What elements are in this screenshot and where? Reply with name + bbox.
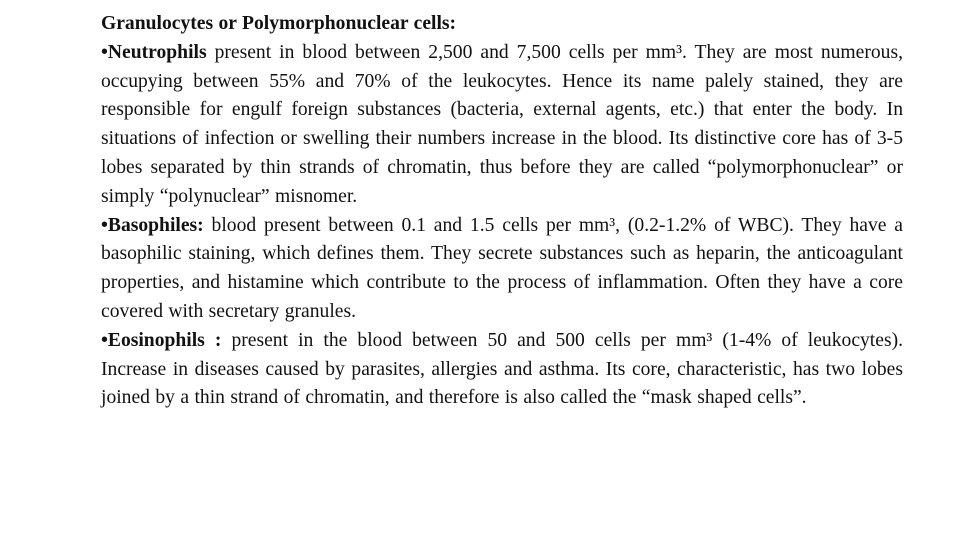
term-neutrophils: Neutrophils	[107, 41, 207, 63]
term-basophiles: Basophiles:	[107, 214, 204, 236]
text-block	[101, 10, 903, 413]
text-neutrophils: present in blood between 2,500 and 7,500 cells per mm³. They are most numerous, occupying between 55% and 70% of the leukocytes. Hence its name palely stained, they are responsible for engulf foreign substances (bacteria, external agents, etc.) that enter the body. In situations of infection or swelling their numbers increase in the blood. Its distinctive core has of 3-5 lobes separated by thin strands of chromatin, thus before they are called “polymorphonuclear” or simply “polynuclear” misnomer.	[101, 41, 903, 207]
bullet-neutrophils	[101, 39, 903, 212]
bullet-basophiles	[101, 212, 903, 327]
slide-heading: Granulocytes or Polymorphonuclear cells:	[101, 13, 457, 34]
term-eosinophils: Eosinophils :	[107, 329, 222, 351]
text-basophiles: blood present between 0.1 and 1.5 cells per mm³, (0.2-1.2% of WBC). They have a basophilic staining, which defines them. They secrete substances such as heparin, the anticoagulant properties, and histamine which contribute to the process of inflammation. Often they have a core covered with secretary granules.	[101, 214, 903, 322]
bullet-marker: •	[101, 329, 108, 351]
bullet-eosinophils	[101, 327, 903, 413]
text-eosinophils: present in the blood between 50 and 500 cells per mm³ (1-4% of leukocytes). Increase in diseases caused by parasites, allergies and asthma. Its core, characteristic, has two lobes joined by a thin strand of chromatin, and therefore is also called the “mask shaped cells”.	[101, 329, 903, 409]
bullet-marker: •	[101, 214, 108, 236]
bullet-marker: •	[101, 41, 108, 63]
